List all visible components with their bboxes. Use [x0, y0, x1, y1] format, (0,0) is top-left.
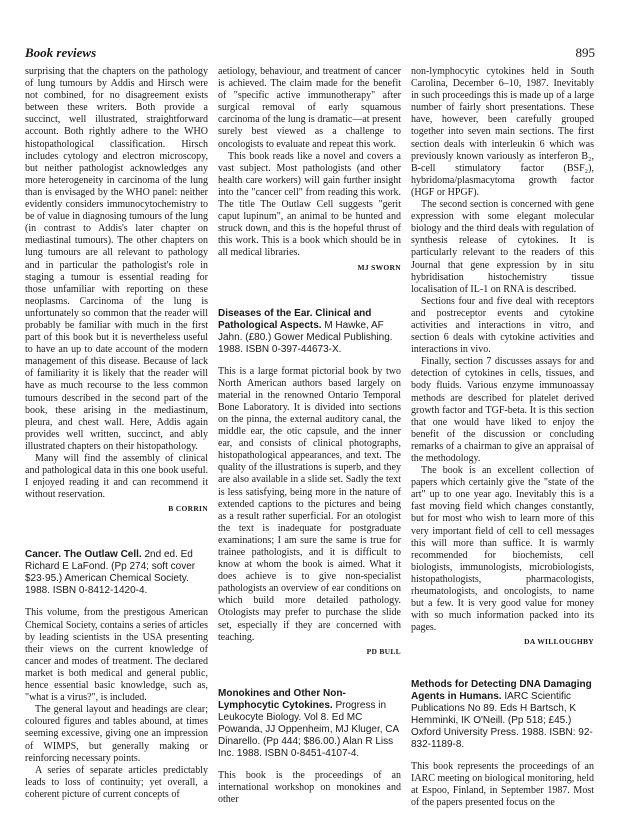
- paragraph: aetiology, behaviour, and treatment of cancer is achieved. The claim made for the benefit of "specific active immunotherapy" after surgical removal of early squamous carcinoma of the lung is dramatic—at present surely best viewed as a challenge to oncologists to evaluate and repeat this work.: [218, 66, 401, 150]
- review-heading: [411, 679, 594, 751]
- book-title: Methods for Detecting DNA Damaging Agents in Humans.: [411, 678, 592, 702]
- paragraph: The book is an excellent collection of papers which certainly give the "state of the art" up to one year ago. Inevitably this is a fast moving field which changes constantly, but for most who wish to learn more of this very important field of cell to cell messages this will more than suffice. It is warmly recommended for biochemists, cell biologists, immunologists, microbiologists, histopathologists, pharmacologists, rheumatologists, and oncologists, to name but a few. It is very good value for money with so much information packed into its pages.: [411, 465, 594, 634]
- spacer: [411, 649, 594, 679]
- column-3: [411, 66, 594, 809]
- paragraph: This volume, from the prestigous American Chemical Society, contains a series of articles by leading scientists in the USA presenting their views on the current knowledge of cancer and modes of treatment. The declared market is both medical and general public, hence essential basic knowledge, such as, "what is a virus?", is included.: [25, 607, 208, 704]
- paragraph: surprising that the chapters on the pathology of lung tumours by Addis and Hirsch were not combined, for no disagreement exists between these writers. Both provide a succinct, well illustrated, straightforward account. Both rightly adhere to the WHO histopathological classification. Hirsch includes cytology and electron microscopy, but neither pathologist acknowledges any more heterogeneity in carcinoma of the lung than is envisaged by the WHO panel: neither evidently considers immunocytochemistry to be of value in diagnosing tumours of the lung (in contrast to Addis's later chapter on mediastinal tumours). The other chapters on lung tumours are all relevant to pathology and in particular the pathologist's role in staging a tumour is essential reading for those unfamiliar with reporting on these neoplasms. Carcinoma of the lung is unfortunately so common that the reader will probably be familiar with much in the first part of this book but it is nevertheless useful to have an up to date account of the modern management of this disease. Because of lack of familiarity it is likely that the reader will have as much recourse to the less common tumours described in the second part of the book, these arising in the mediastinum, pleura, and chest wall. Here, Addis again provides well written, succinct, and ably illustrated chapters on their histopathology.: [25, 66, 208, 452]
- paragraph: This book is the proceedings of an international workshop on monokines and other: [218, 769, 401, 806]
- book-details: 2nd ed. Ed Richard E LaFond. (Pp 274; soft cover $23·95.) American Chemical Society. 1988. ISBN 0-8412-1420-4.: [25, 549, 196, 597]
- spacer: [25, 515, 208, 549]
- column-1: [25, 66, 208, 801]
- running-head: Book reviews: [25, 45, 97, 60]
- paragraph: This book reads like a novel and covers a vast subject. Most pathologists (and other health care workers) will gain further insight into the "cancer cell" from reading this work. The title The Outlaw Cell suggests "gerit caput lupinum", an animal to be hunted and struck down, and this is the hopeful thrust of this work. This is a book which should be in all medical libraries.: [218, 150, 401, 259]
- paragraph: Sections four and five deal with receptors and postreceptor events and cytokine activities and interactions in vitro, and section 6 deals with cytokine activities and interactions in vivo.: [411, 295, 594, 356]
- review-heading: [25, 549, 208, 597]
- reviewer-name: PD BULL: [366, 646, 401, 656]
- paragraph: The general layout and headings are clear; coloured figures and tables abound, at times seeming excessive, giving one an impression of WIMPS, but generally making or reinforcing necessary points.: [25, 704, 208, 764]
- paragraph: Many will find the assembly of clinical and pathological data in this one book useful. I enjoyed reading it and can recommend it without reservation.: [25, 453, 208, 501]
- paragraph: This book represents the proceedings of an IARC meeting on biological monitoring, held at Espoo, Finland, in September 1987. Most of the papers presented focus on the: [411, 760, 594, 808]
- review-heading: [218, 308, 401, 356]
- book-title: Diseases of the Ear. Clinical and Pathological Aspects.: [218, 307, 372, 331]
- reviewer-name: DA WILLOUGHBY: [524, 637, 594, 647]
- spacer: [218, 356, 401, 366]
- reviewer-name: MJ SWORN: [357, 262, 401, 272]
- spacer: [218, 274, 401, 308]
- spacer: [218, 658, 401, 688]
- paragraph: Finally, section 7 discusses assays for and detection of cytokines in cells, tissues, and body fluids. Various enzyme immunoassay methods are described for platelet derived growth factor and TGF-beta. It is this section that one would have liked to enjoy the benefit of the discussion or concluding remarks of a chairman to give an appraisal of the methodology.: [411, 356, 594, 464]
- book-title: Cancer. The Outlaw Cell.: [25, 549, 142, 561]
- book-details: IARC Scientific Publications No 89. Eds H Bartsch, K Hemminki, IK O'Neill. (Pp 518; £45.) Oxford University Press. 1988. ISBN: 92-832-1189-8.: [411, 690, 593, 750]
- reviewer-name: B CORRIN: [168, 504, 208, 514]
- spacer: [218, 760, 401, 770]
- column-2: [218, 66, 401, 806]
- page-number: 895: [575, 45, 595, 60]
- paragraph: This is a large format pictorial book by two North American authors based largely on material in the renowned Ontario Temporal Bone Laboratory. It is divided into sections on the pinna, the external auditory canal, the middle ear, the otic capsule, and the inner ear, and consists of clinical photographs, histopathological appearances, and text. The quality of the illustrations is superb, and they are also available in a slide set. Sadly the text is less satisfying, being more in the nature of extended captions to the pictures and being as a result rather superficial. For an otologist the text is inadequate for postgraduate examinations; I am sure the same is true for trainee pathologists, and it is difficult to know at whom the book is aimed. What it does achieve is to give non-specialist pathologists an overview of ear conditions on which build more detailed pathology. Otologists may prefer to purchase the slide set, especially if they are concerned with teaching.: [218, 365, 401, 643]
- paragraph: The second section is concerned with gene expression with some elegant molecular biology and the third deals with regulation of synthesis release of cytokines. It is particularly relevant to the readers of this Journal that gene expression by in situ hybridisation histochemistry tissue localisation of IL-1 on RNA is described.: [411, 199, 594, 295]
- paragraph: non-lymphocytic cytokines held in South Carolina, December 6–10, 1987. Inevitably in such proceedings this is made up of a large number of fairly short presentations. These have, however, been carefully grouped together into seven main sections. The first section deals with interleukin 6 which was previously known variously as interferon B₂, B-cell stimulatory factor (BSF₂), hybridoma/plasmacytoma growth factor (HGF or HPGF).: [411, 66, 594, 198]
- spacer: [411, 751, 594, 761]
- paragraph: A series of separate articles predictably leads to loss of continuity; yet overall, a coherent picture of current concepts of: [25, 764, 208, 800]
- review-heading: [218, 688, 401, 760]
- book-details: Progress in Leukocyte Biology. Vol 8. Ed MC Powanda, JJ Oppenheim, MJ Kluger, CA Dinarello. (Pp 444; $86.00.) Alan R Liss Inc. 1988. ISBN 0-8451-4107-4.: [218, 699, 399, 759]
- spacer: [25, 597, 208, 607]
- book-details: M Hawke, AF Jahn. (£80.) Gower Medical Publishing. 1988. ISBN 0-397-44673-X.: [218, 319, 393, 355]
- book-title: Monokines and Other Non-Lymphocytic Cytokines.: [218, 687, 346, 711]
